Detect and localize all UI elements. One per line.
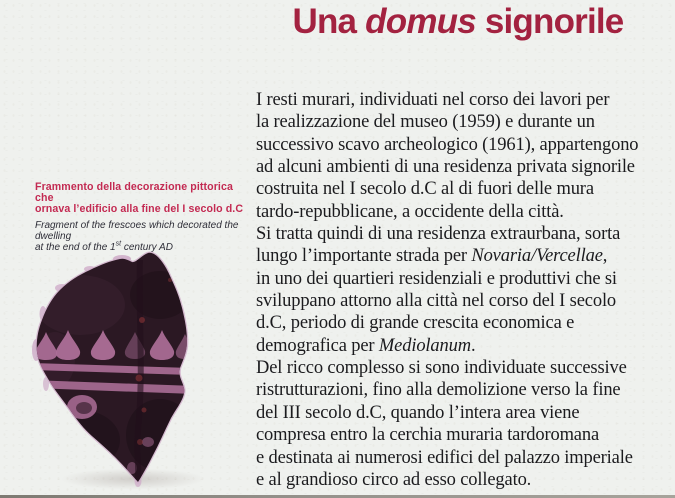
italic-text: Mediolanum [378, 335, 471, 356]
fresco-fragment-svg [20, 250, 240, 498]
fringe-blob [43, 377, 49, 391]
body-line: compresa entro la cerchia muraria tardoromana [256, 425, 600, 446]
caption-english-line: Fragment of the frescoes which decorated the dwelling [35, 219, 239, 242]
caption-english-line: at the end of the 1st century AD [35, 240, 173, 253]
caption-italian [35, 182, 253, 216]
body-line: I resti murari, individuati nel corso dei lavori per [256, 90, 610, 110]
superscript-text: st [115, 240, 122, 248]
body-line: d.C, periodo di grande crescita economica e [256, 313, 575, 334]
body-line: demografica per Mediolanum. [256, 335, 476, 356]
body-text [256, 89, 668, 491]
body-line: tardo-repubblicane, a occidente della città. [256, 201, 564, 222]
body-line: del III secolo d.C, quando l’intera area viene [256, 402, 580, 423]
body-line: Del ricco complesso si sono individuate successive [256, 358, 627, 379]
italic-text: Novaria/Vercellae [471, 246, 603, 267]
fresco-fragment-image [20, 250, 240, 498]
body-line: sviluppano attorno alla città nel corso del I secolo [256, 291, 617, 312]
fragment-crack [137, 260, 140, 480]
body-line: ristrutturazioni, fino alla demolizione verso la fine [256, 380, 621, 401]
body-line: la realizzazione del museo (1959) e durante un [256, 112, 595, 133]
body-line: e al grandioso circo ad esso collegato. [256, 469, 532, 490]
caption-italian-line: Frammento della decorazione pittorica che [35, 181, 233, 205]
caption-italian-line: ornava l’edificio alla fine del I secolo d.C [35, 203, 244, 216]
italic-text: domus [365, 2, 476, 41]
fragment-decoration [31, 260, 194, 480]
body-line: in uno dei quartieri residenziali e produttivi che si [256, 268, 617, 289]
body-line: successivo scavo archeologico (1961), appartengono [256, 134, 639, 155]
body-line: ad alcuni ambienti di una residenza privata signorile [256, 157, 635, 178]
body-line: lungo l’importante strada per Novaria/Vercellae, [256, 246, 608, 267]
panel-title: Una domus signorile [292, 2, 624, 41]
body-line: e destinata ai numerosi edifici del palazzo imperiale [256, 447, 633, 468]
fragment-caption [35, 182, 253, 253]
body-line: costruita nel I secolo d.C al di fuori delle mura [256, 179, 594, 200]
caption-english [35, 220, 253, 253]
body-line: Si tratta quindi di una residenza extraurbana, sorta [256, 224, 621, 245]
